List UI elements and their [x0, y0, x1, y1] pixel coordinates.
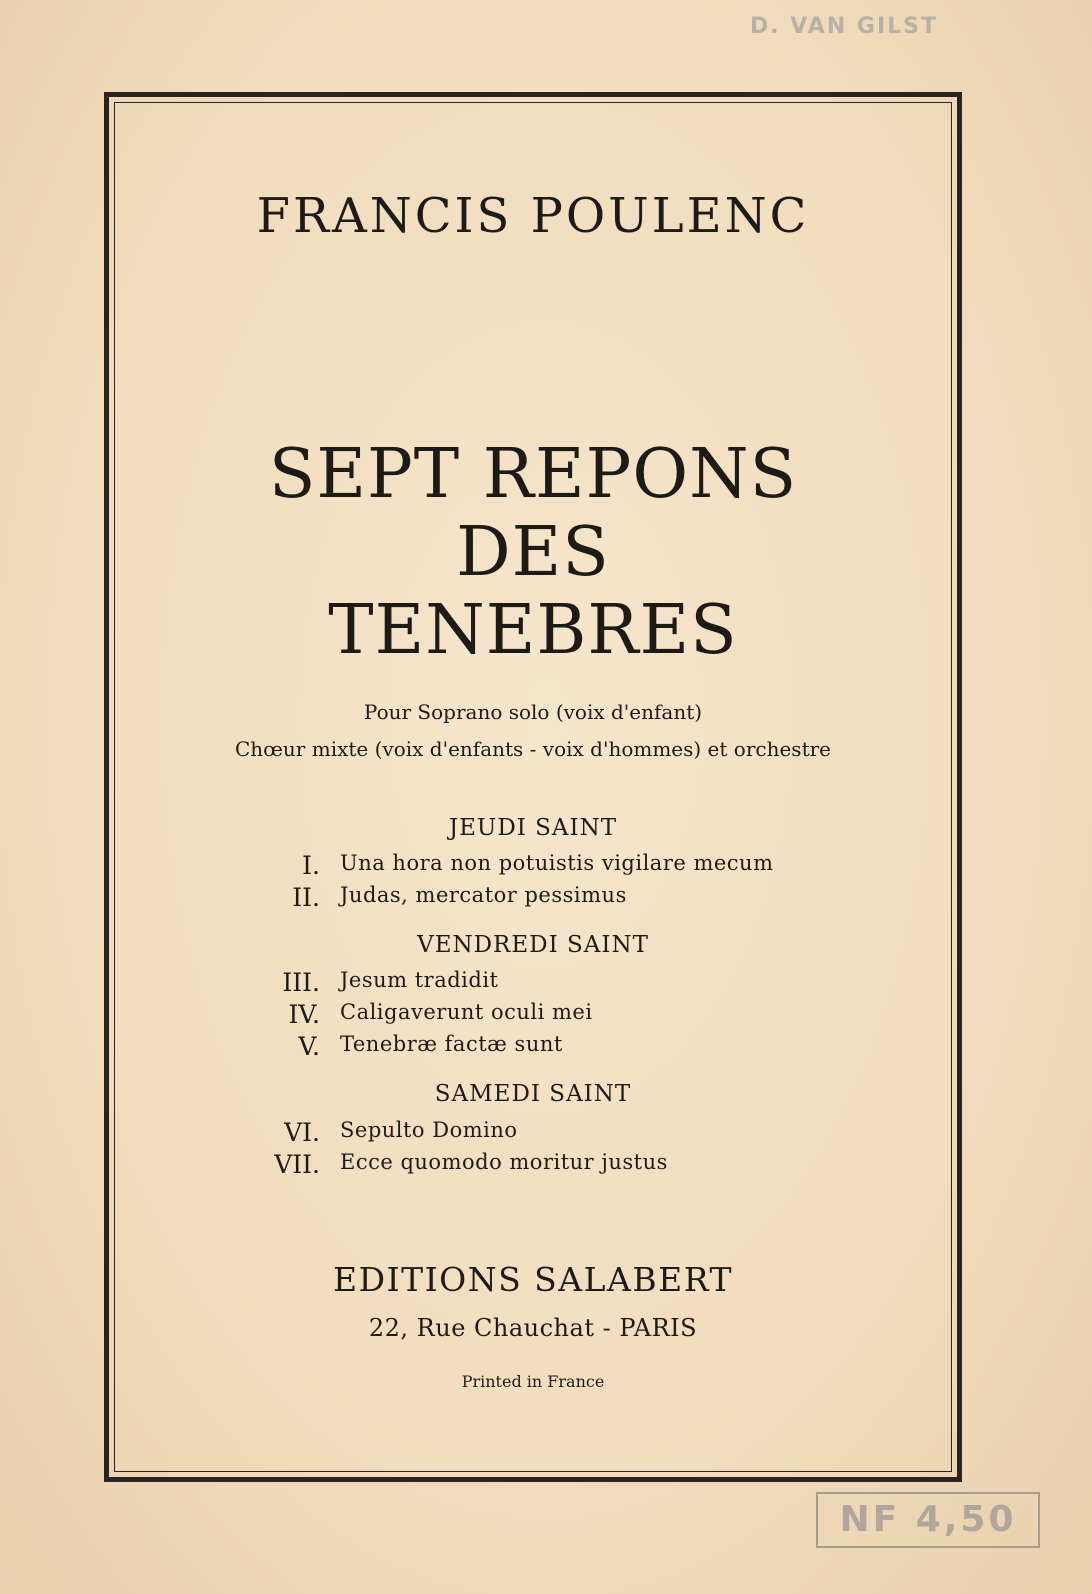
piece-title: Jesum tradidit	[340, 968, 499, 992]
list-item	[0, 883, 1092, 917]
piece-number: II.	[292, 883, 320, 912]
piece-number: I.	[302, 851, 320, 880]
owner-stamp: D. VAN GILST	[750, 14, 939, 39]
price-stamp: NF 4,50	[816, 1492, 1040, 1548]
piece-number: VI.	[284, 1118, 320, 1147]
piece-number: VII.	[274, 1150, 320, 1179]
section-heading: VENDREDI SAINT	[417, 932, 649, 958]
title-line-2: DES	[456, 513, 610, 592]
list-item	[0, 851, 1092, 885]
section-heading: SAMEDI SAINT	[434, 1081, 632, 1107]
list-item	[0, 1118, 1092, 1152]
title-line-3: TENEBRES	[328, 591, 738, 670]
list-item	[0, 968, 1092, 1002]
scoring-line-2: Chœur mixte (voix d'enfants - voix d'hommes) et orchestre	[234, 737, 832, 761]
scoring-description	[114, 694, 952, 768]
printed-in: Printed in France	[461, 1372, 605, 1391]
composer-name: FRANCIS POULENC	[256, 188, 810, 244]
section-heading: JEUDI SAINT	[448, 815, 618, 841]
piece-number: IV.	[288, 1000, 320, 1029]
list-item	[0, 1150, 1092, 1184]
piece-title: Judas, mercator pessimus	[340, 883, 627, 907]
publisher-name: EDITIONS SALABERT	[333, 1260, 733, 1299]
title-line-1: SEPT REPONS	[268, 435, 798, 514]
piece-number: V.	[298, 1032, 320, 1061]
list-item	[0, 1000, 1092, 1034]
piece-title: Sepulto Domino	[340, 1118, 518, 1142]
publisher-address: 22, Rue Chauchat - PARIS	[368, 1314, 698, 1342]
work-title	[114, 436, 952, 670]
list-item	[0, 1032, 1092, 1066]
piece-title: Caligaverunt oculi mei	[340, 1000, 593, 1024]
piece-title: Ecce quomodo moritur justus	[340, 1150, 668, 1174]
piece-number: III.	[282, 968, 320, 997]
piece-title: Tenebræ factæ sunt	[340, 1032, 563, 1056]
scoring-line-1: Pour Soprano solo (voix d'enfant)	[363, 700, 703, 724]
piece-title: Una hora non potuistis vigilare mecum	[340, 851, 774, 875]
